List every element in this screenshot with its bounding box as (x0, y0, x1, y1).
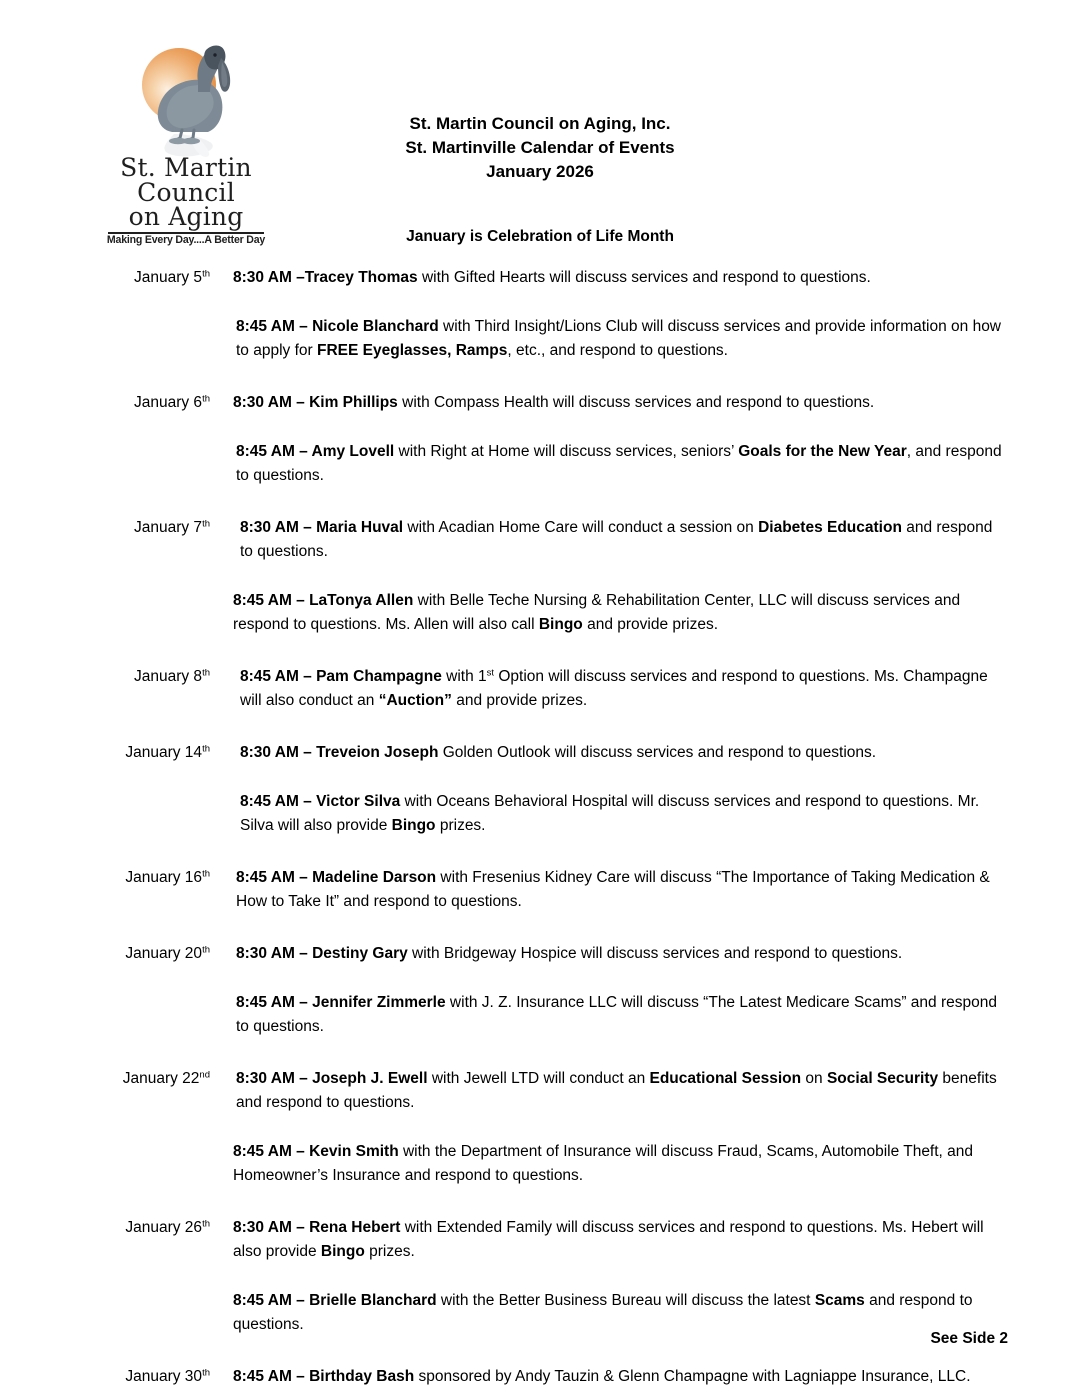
body-text: and provide prizes. (451, 692, 588, 710)
event-entry (0, 1216, 1084, 1337)
event-description-block (233, 266, 1008, 363)
event-description-block (233, 391, 1008, 488)
emphasis-text: FREE Eyeglasses, Ramps (317, 342, 508, 360)
event-paragraph (233, 516, 1008, 564)
event-date: January 16th (125, 868, 210, 887)
body-text: with Fresenius Kidney Care will discuss “The Importance of Taking Medication & How to Take It” and respond to questions. (236, 869, 990, 911)
event-description-block (233, 866, 1008, 914)
event-paragraph (233, 1289, 1008, 1337)
body-text: Golden Outlook will discuss services and respond to questions. (438, 744, 877, 762)
body-text: with Jewell LTD will conduct an (427, 1070, 650, 1088)
event-paragraph (233, 391, 1008, 415)
see-side-2-note: See Side 2 (930, 1330, 1008, 1347)
emphasis-text: 8:45 AM – Victor Silva (240, 793, 401, 811)
emphasis-text: 8:45 AM – Kevin Smith (233, 1143, 399, 1161)
event-description-block (233, 1067, 1008, 1188)
body-text: with Bridgeway Hospice will discuss services and respond to questions. (407, 945, 903, 963)
body-text: sponsored by Andy Tauzin & Glenn Champagne with Lagniappe Insurance, LLC. (414, 1368, 971, 1386)
body-text: and respond to questions. (240, 519, 993, 561)
page-title (280, 112, 800, 184)
event-paragraph (233, 1067, 1008, 1115)
body-text: and provide prizes. (582, 616, 719, 634)
body-text: with J. Z. Insurance LLC will discuss “The Latest Medicare Scams” and respond to questions. (236, 994, 997, 1036)
body-text: with Belle Teche Nursing & Rehabilitation Center, LLC will discuss services and respond to questions. Ms. Allen will also call (233, 592, 961, 634)
date-ordinal-suffix: th (202, 393, 210, 405)
emphasis-text: Bingo (538, 616, 583, 634)
event-date: January 6th (133, 393, 210, 412)
event-paragraph (233, 440, 1008, 488)
title-line-2: St. Martinville Calendar of Events (405, 138, 675, 158)
title-line-1: St. Martin Council on Aging, Inc. (409, 114, 671, 133)
emphasis-text: 8:45 AM – Madeline Darson (236, 869, 437, 887)
body-text: with Right at Home will discuss services, seniors’ (394, 443, 739, 461)
body-text: with Oceans Behavioral Hospital will discuss services and respond to questions. Mr. Silva will also provide (240, 793, 980, 835)
event-paragraph (233, 1216, 1008, 1264)
date-ordinal-suffix: th (202, 667, 210, 679)
emphasis-text: Bingo (391, 817, 436, 835)
emphasis-text: 8:45 AM – Pam Champagne (240, 668, 442, 686)
event-paragraph (233, 1365, 1008, 1389)
emphasis-text: Social Security (826, 1070, 939, 1088)
event-paragraph (233, 991, 1008, 1039)
emphasis-text: 8:30 AM –Tracey Thomas (233, 269, 418, 286)
event-paragraph (233, 790, 1008, 838)
logo-line-1: St. Martin (120, 153, 252, 182)
body-text: and respond to questions. (233, 1292, 973, 1334)
body-text: , and respond to questions. (236, 443, 1002, 485)
event-entry (0, 1067, 1084, 1188)
event-entry (0, 741, 1084, 838)
event-entry (0, 665, 1084, 713)
date-ordinal-suffix: th (202, 268, 210, 280)
event-date: January 5th (133, 268, 210, 286)
emphasis-text: 8:30 AM – Maria Huval (240, 519, 404, 537)
logo-line-3: on Aging (128, 202, 244, 231)
body-text: with the Better Business Bureau will discuss the latest (436, 1292, 815, 1310)
body-text: with Extended Family will discuss services and respond to questions. Ms. Hebert will also provide (233, 1219, 984, 1261)
body-text: with the Department of Insurance will discuss Fraud, Scams, Automobile Theft, and Homeowner’s Insurance and respond to questions. (233, 1143, 974, 1185)
logo-wordmark (100, 153, 272, 246)
logo-tagline: Making Every Day....A Better Day (106, 233, 266, 246)
event-paragraph (233, 741, 1008, 765)
event-entry (0, 1365, 1084, 1389)
body-text: benefits and respond to questions. (236, 1070, 997, 1112)
emphasis-text: 8:30 AM – Treveion Joseph (240, 744, 439, 762)
emphasis-text: Scams (814, 1292, 865, 1310)
event-entry (0, 266, 1084, 363)
date-ordinal-suffix: nd (199, 1069, 210, 1081)
event-paragraph (233, 866, 1008, 914)
ordinal-suffix: st (486, 667, 495, 679)
date-ordinal-suffix: th (202, 1218, 210, 1230)
event-paragraph (233, 266, 1008, 290)
title-line-3: January 2026 (486, 162, 594, 182)
emphasis-text: “Auction” (378, 692, 452, 710)
body-text: Option will discuss services and respond to questions. Ms. Champagne will also conduct an (240, 668, 988, 710)
emphasis-text: 8:45 AM – Nicole Blanchard (236, 318, 439, 336)
event-paragraph (233, 942, 1008, 966)
event-description-block (233, 1365, 1008, 1389)
body-text: prizes. (364, 1243, 415, 1261)
event-date: January 30th (125, 1367, 210, 1386)
date-ordinal-suffix: th (202, 518, 210, 530)
body-text: , etc., and respond to questions. (507, 342, 728, 360)
event-paragraph (233, 589, 1008, 637)
event-entry (0, 391, 1084, 488)
emphasis-text: 8:45 AM – LaTonya Allen (233, 592, 414, 610)
body-text: on (801, 1070, 827, 1088)
pelican-icon (130, 42, 260, 160)
event-date: January 26th (125, 1218, 210, 1237)
event-description-block (233, 741, 1008, 838)
event-description-block (233, 516, 1008, 637)
event-entry (0, 942, 1084, 1039)
event-paragraph (233, 1140, 1008, 1188)
date-ordinal-suffix: th (202, 944, 210, 956)
event-paragraph (233, 665, 1008, 713)
body-text: with Third Insight/Lions Club will discuss services and provide information on how to apply for (236, 318, 1002, 360)
event-date: January 7th (133, 518, 210, 537)
event-entry (0, 516, 1084, 637)
date-ordinal-suffix: th (202, 868, 210, 880)
events-list (0, 266, 1084, 1389)
emphasis-text: 8:30 AM – Joseph J. Ewell (236, 1070, 428, 1088)
emphasis-text: Goals for the New Year (738, 443, 907, 461)
emphasis-text: 8:30 AM – Destiny Gary (236, 945, 408, 963)
organization-logo (100, 42, 272, 246)
emphasis-text: Bingo (320, 1243, 365, 1261)
body-text: with 1 (441, 668, 487, 686)
event-date: January 14th (125, 743, 210, 762)
emphasis-text: 8:45 AM – Brielle Blanchard (233, 1292, 437, 1310)
date-ordinal-suffix: th (202, 1367, 210, 1379)
body-text: with Compass Health will discuss services and respond to questions. (397, 394, 875, 412)
body-text: with Acadian Home Care will conduct a session on (403, 519, 759, 537)
event-paragraph (233, 315, 1008, 363)
emphasis-text: 8:30 AM – Rena Hebert (233, 1219, 401, 1237)
logo-mark (100, 42, 272, 160)
month-theme-subtitle: January is Celebration of Life Month (406, 228, 674, 245)
event-description-block (233, 1216, 1008, 1337)
logo-line-2: Council (137, 177, 235, 207)
event-entry (0, 866, 1084, 914)
event-description-block (233, 942, 1008, 1039)
body-text: prizes. (435, 817, 486, 835)
emphasis-text: Educational Session (649, 1070, 802, 1088)
body-text: with Gifted Hearts will discuss services and respond to questions. (417, 269, 871, 286)
event-date: January 22nd (122, 1069, 210, 1088)
date-ordinal-suffix: th (202, 743, 210, 755)
event-description-block (233, 665, 1008, 713)
emphasis-text: 8:45 AM – Birthday Bash (233, 1368, 415, 1386)
event-date: January 8th (133, 667, 210, 686)
event-date: January 20th (125, 944, 210, 963)
emphasis-text: 8:45 AM – Amy Lovell (236, 443, 395, 461)
emphasis-text: Diabetes Education (758, 519, 902, 537)
emphasis-text: 8:30 AM – Kim Phillips (233, 394, 398, 412)
emphasis-text: 8:45 AM – Jennifer Zimmerle (236, 994, 446, 1012)
